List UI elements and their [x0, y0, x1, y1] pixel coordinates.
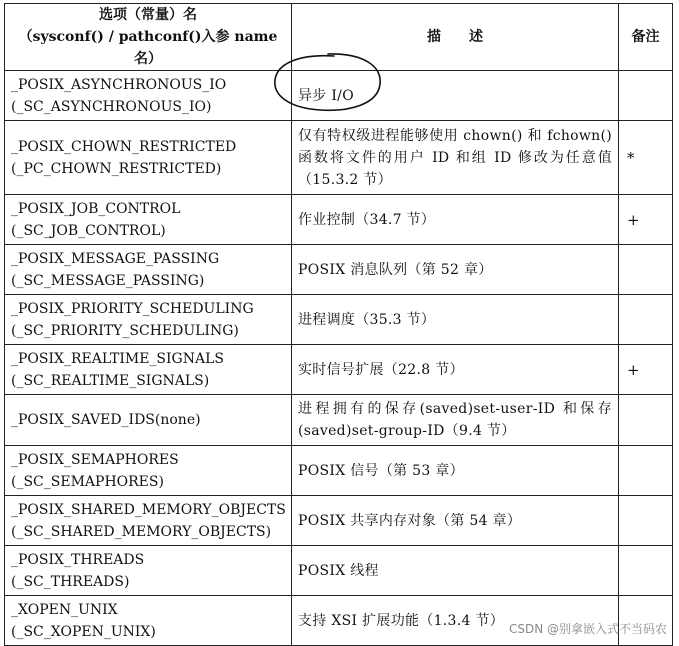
header-option-name: [5, 4, 292, 71]
description-cell: POSIX 线程: [292, 546, 619, 596]
option-name: _POSIX_REALTIME_SIGNALS: [11, 350, 224, 367]
option-name: _POSIX_SAVED_IDS(none): [11, 412, 201, 428]
note-cell: [619, 245, 673, 295]
description-cell: 支持 XSI 扩展功能（1.3.4 节）: [292, 596, 619, 646]
header-note: 备注: [619, 4, 673, 71]
description-cell: 进程拥有的保存(saved)set-user-ID 和保存(saved)set-group-ID（9.4 节）: [292, 395, 619, 446]
description-cell: POSIX 消息队列（第 52 章）: [292, 245, 619, 295]
note-cell: [619, 496, 673, 546]
description-cell: 作业控制（34.7 节）: [292, 195, 619, 245]
note-cell: [619, 395, 673, 446]
option-cell: [5, 345, 292, 395]
table-row: [5, 546, 673, 596]
description-cell: 仅有特权级进程能够使用 chown() 和 fchown() 函数将文件的用户 ID 和组 ID 修改为任意值（15.3.2 节）: [292, 121, 619, 195]
option-param: (_SC_XOPEN_UNIX): [11, 623, 156, 640]
option-name: _XOPEN_UNIX: [11, 601, 118, 618]
description-cell: POSIX 共享内存对象（第 54 章）: [292, 496, 619, 546]
option-param: (_PC_CHOWN_RESTRICTED): [11, 160, 222, 177]
table-row: [5, 121, 673, 195]
note-cell: [619, 71, 673, 121]
option-param: (_SC_REALTIME_SIGNALS): [11, 372, 210, 389]
description-cell: POSIX 信号（第 53 章）: [292, 446, 619, 496]
note-cell: +: [619, 195, 673, 245]
option-param: (_SC_PRIORITY_SCHEDULING): [11, 322, 239, 339]
header-description: 描 述: [292, 4, 619, 71]
note-cell: [619, 546, 673, 596]
option-param: (_SC_MESSAGE_PASSING): [11, 272, 205, 289]
option-param: (_SC_JOB_CONTROL): [11, 222, 166, 239]
header-option-name-line1: 选项（常量）名: [99, 7, 197, 23]
option-param: (_SC_SHARED_MEMORY_OBJECTS): [11, 523, 272, 540]
table-row: [5, 245, 673, 295]
note-cell: [619, 295, 673, 345]
option-param: (_SC_SEMAPHORES): [11, 473, 164, 490]
option-cell: [5, 71, 292, 121]
option-param: (_SC_THREADS): [11, 573, 130, 590]
hand-drawn-circle-annotation: [268, 48, 388, 118]
option-cell: [5, 195, 292, 245]
table-row: [5, 345, 673, 395]
option-cell: [5, 446, 292, 496]
option-cell: [5, 596, 292, 646]
description-cell: 异步 I/O: [292, 71, 619, 121]
note-cell: *: [619, 121, 673, 195]
description-cell: 实时信号扩展（22.8 节）: [292, 345, 619, 395]
option-name: _POSIX_MESSAGE_PASSING: [11, 250, 220, 267]
table-row: [5, 496, 673, 546]
csdn-watermark: CSDN @别拿嵌入式不当码农: [508, 622, 667, 636]
header-option-name-line2: （sysconf() / pathconf()入参 name 名）: [18, 29, 278, 67]
option-cell: [5, 546, 292, 596]
option-name: _POSIX_JOB_CONTROL: [11, 200, 181, 217]
table-row: [5, 295, 673, 345]
note-cell: [619, 446, 673, 496]
option-name: _POSIX_CHOWN_RESTRICTED: [11, 138, 237, 155]
option-name: _POSIX_PRIORITY_SCHEDULING: [11, 300, 254, 317]
option-cell: [5, 295, 292, 345]
option-name: _POSIX_ASYNCHRONOUS_IO: [11, 76, 227, 93]
option-cell: [5, 121, 292, 195]
option-cell: [5, 395, 292, 446]
option-param: (_SC_ASYNCHRONOUS_IO): [11, 98, 212, 115]
note-cell: +: [619, 345, 673, 395]
description-cell: 进程调度（35.3 节）: [292, 295, 619, 345]
table-row: [5, 195, 673, 245]
option-name: _POSIX_SEMAPHORES: [11, 451, 179, 468]
table-row: [5, 395, 673, 446]
option-name: _POSIX_SHARED_MEMORY_OBJECTS: [11, 501, 286, 518]
option-name: _POSIX_THREADS: [11, 551, 145, 568]
option-cell: [5, 496, 292, 546]
option-cell: [5, 245, 292, 295]
table-row: [5, 446, 673, 496]
